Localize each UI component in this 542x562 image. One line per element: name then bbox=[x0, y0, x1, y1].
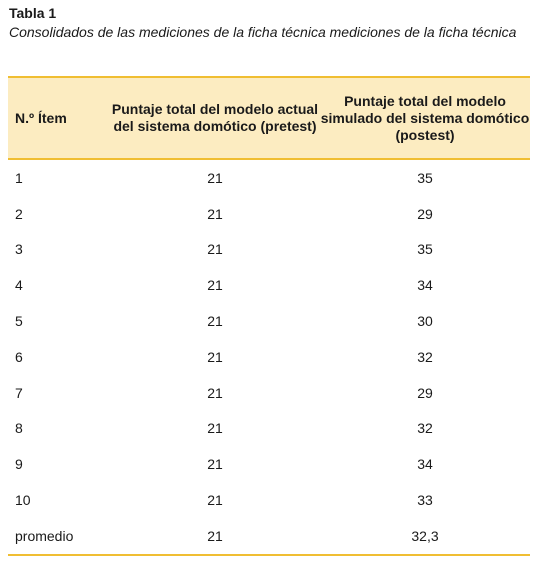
cell-postest: 30 bbox=[417, 313, 433, 330]
table-row bbox=[8, 446, 530, 482]
cell-item: 7 bbox=[15, 384, 23, 401]
average-row bbox=[8, 518, 530, 555]
table-row bbox=[8, 303, 530, 339]
table-body bbox=[8, 159, 530, 555]
cell-item: 10 bbox=[15, 492, 31, 509]
header-pretest: Puntaje total del modelo actual del sistema domótico (pretest) bbox=[110, 77, 320, 159]
table-row bbox=[8, 375, 530, 411]
table-row bbox=[8, 196, 530, 232]
cell-postest: 32 bbox=[417, 348, 433, 365]
cell-pretest: 21 bbox=[207, 169, 223, 186]
table-row bbox=[8, 411, 530, 447]
cell-pretest: 21 bbox=[110, 518, 320, 555]
cell-item: promedio bbox=[8, 518, 110, 555]
cell-postest: 35 bbox=[417, 241, 433, 258]
cell-pretest: 21 bbox=[207, 277, 223, 294]
cell-pretest: 21 bbox=[207, 313, 223, 330]
cell-postest: 32 bbox=[417, 420, 433, 437]
table-label: Tabla 1 bbox=[9, 5, 57, 21]
cell-pretest: 21 bbox=[207, 384, 223, 401]
cell-item: 6 bbox=[15, 348, 23, 365]
table-row bbox=[8, 159, 530, 196]
table-row bbox=[8, 482, 530, 518]
header-postest: Puntaje total del modelo simulado del sistema domótico (postest) bbox=[320, 77, 530, 159]
table-caption: Consolidados de las mediciones de la ficha técnica mediciones de la ficha técnica bbox=[9, 24, 517, 40]
cell-postest: 35 bbox=[417, 169, 433, 186]
cell-item: 5 bbox=[15, 313, 23, 330]
cell-pretest: 21 bbox=[207, 205, 223, 222]
cell-pretest: 21 bbox=[207, 492, 223, 509]
cell-postest: 33 bbox=[417, 492, 433, 509]
cell-pretest: 21 bbox=[207, 456, 223, 473]
cell-postest: 32,3 bbox=[320, 518, 530, 555]
table-header bbox=[8, 77, 530, 159]
cell-postest: 29 bbox=[417, 384, 433, 401]
cell-postest: 34 bbox=[417, 456, 433, 473]
cell-item: 3 bbox=[15, 241, 23, 258]
cell-postest: 34 bbox=[417, 277, 433, 294]
cell-pretest: 21 bbox=[207, 420, 223, 437]
table-row bbox=[8, 339, 530, 375]
header-item: N.º Ítem bbox=[8, 77, 110, 159]
measurements-table bbox=[8, 76, 530, 556]
cell-item: 1 bbox=[15, 169, 23, 186]
header-row bbox=[8, 77, 530, 159]
cell-pretest: 21 bbox=[207, 348, 223, 365]
cell-item: 9 bbox=[15, 456, 23, 473]
table-row bbox=[8, 232, 530, 268]
table-row bbox=[8, 267, 530, 303]
cell-pretest: 21 bbox=[207, 241, 223, 258]
cell-item: 4 bbox=[15, 277, 23, 294]
cell-item: 8 bbox=[15, 420, 23, 437]
cell-postest: 29 bbox=[417, 205, 433, 222]
cell-item: 2 bbox=[15, 205, 23, 222]
